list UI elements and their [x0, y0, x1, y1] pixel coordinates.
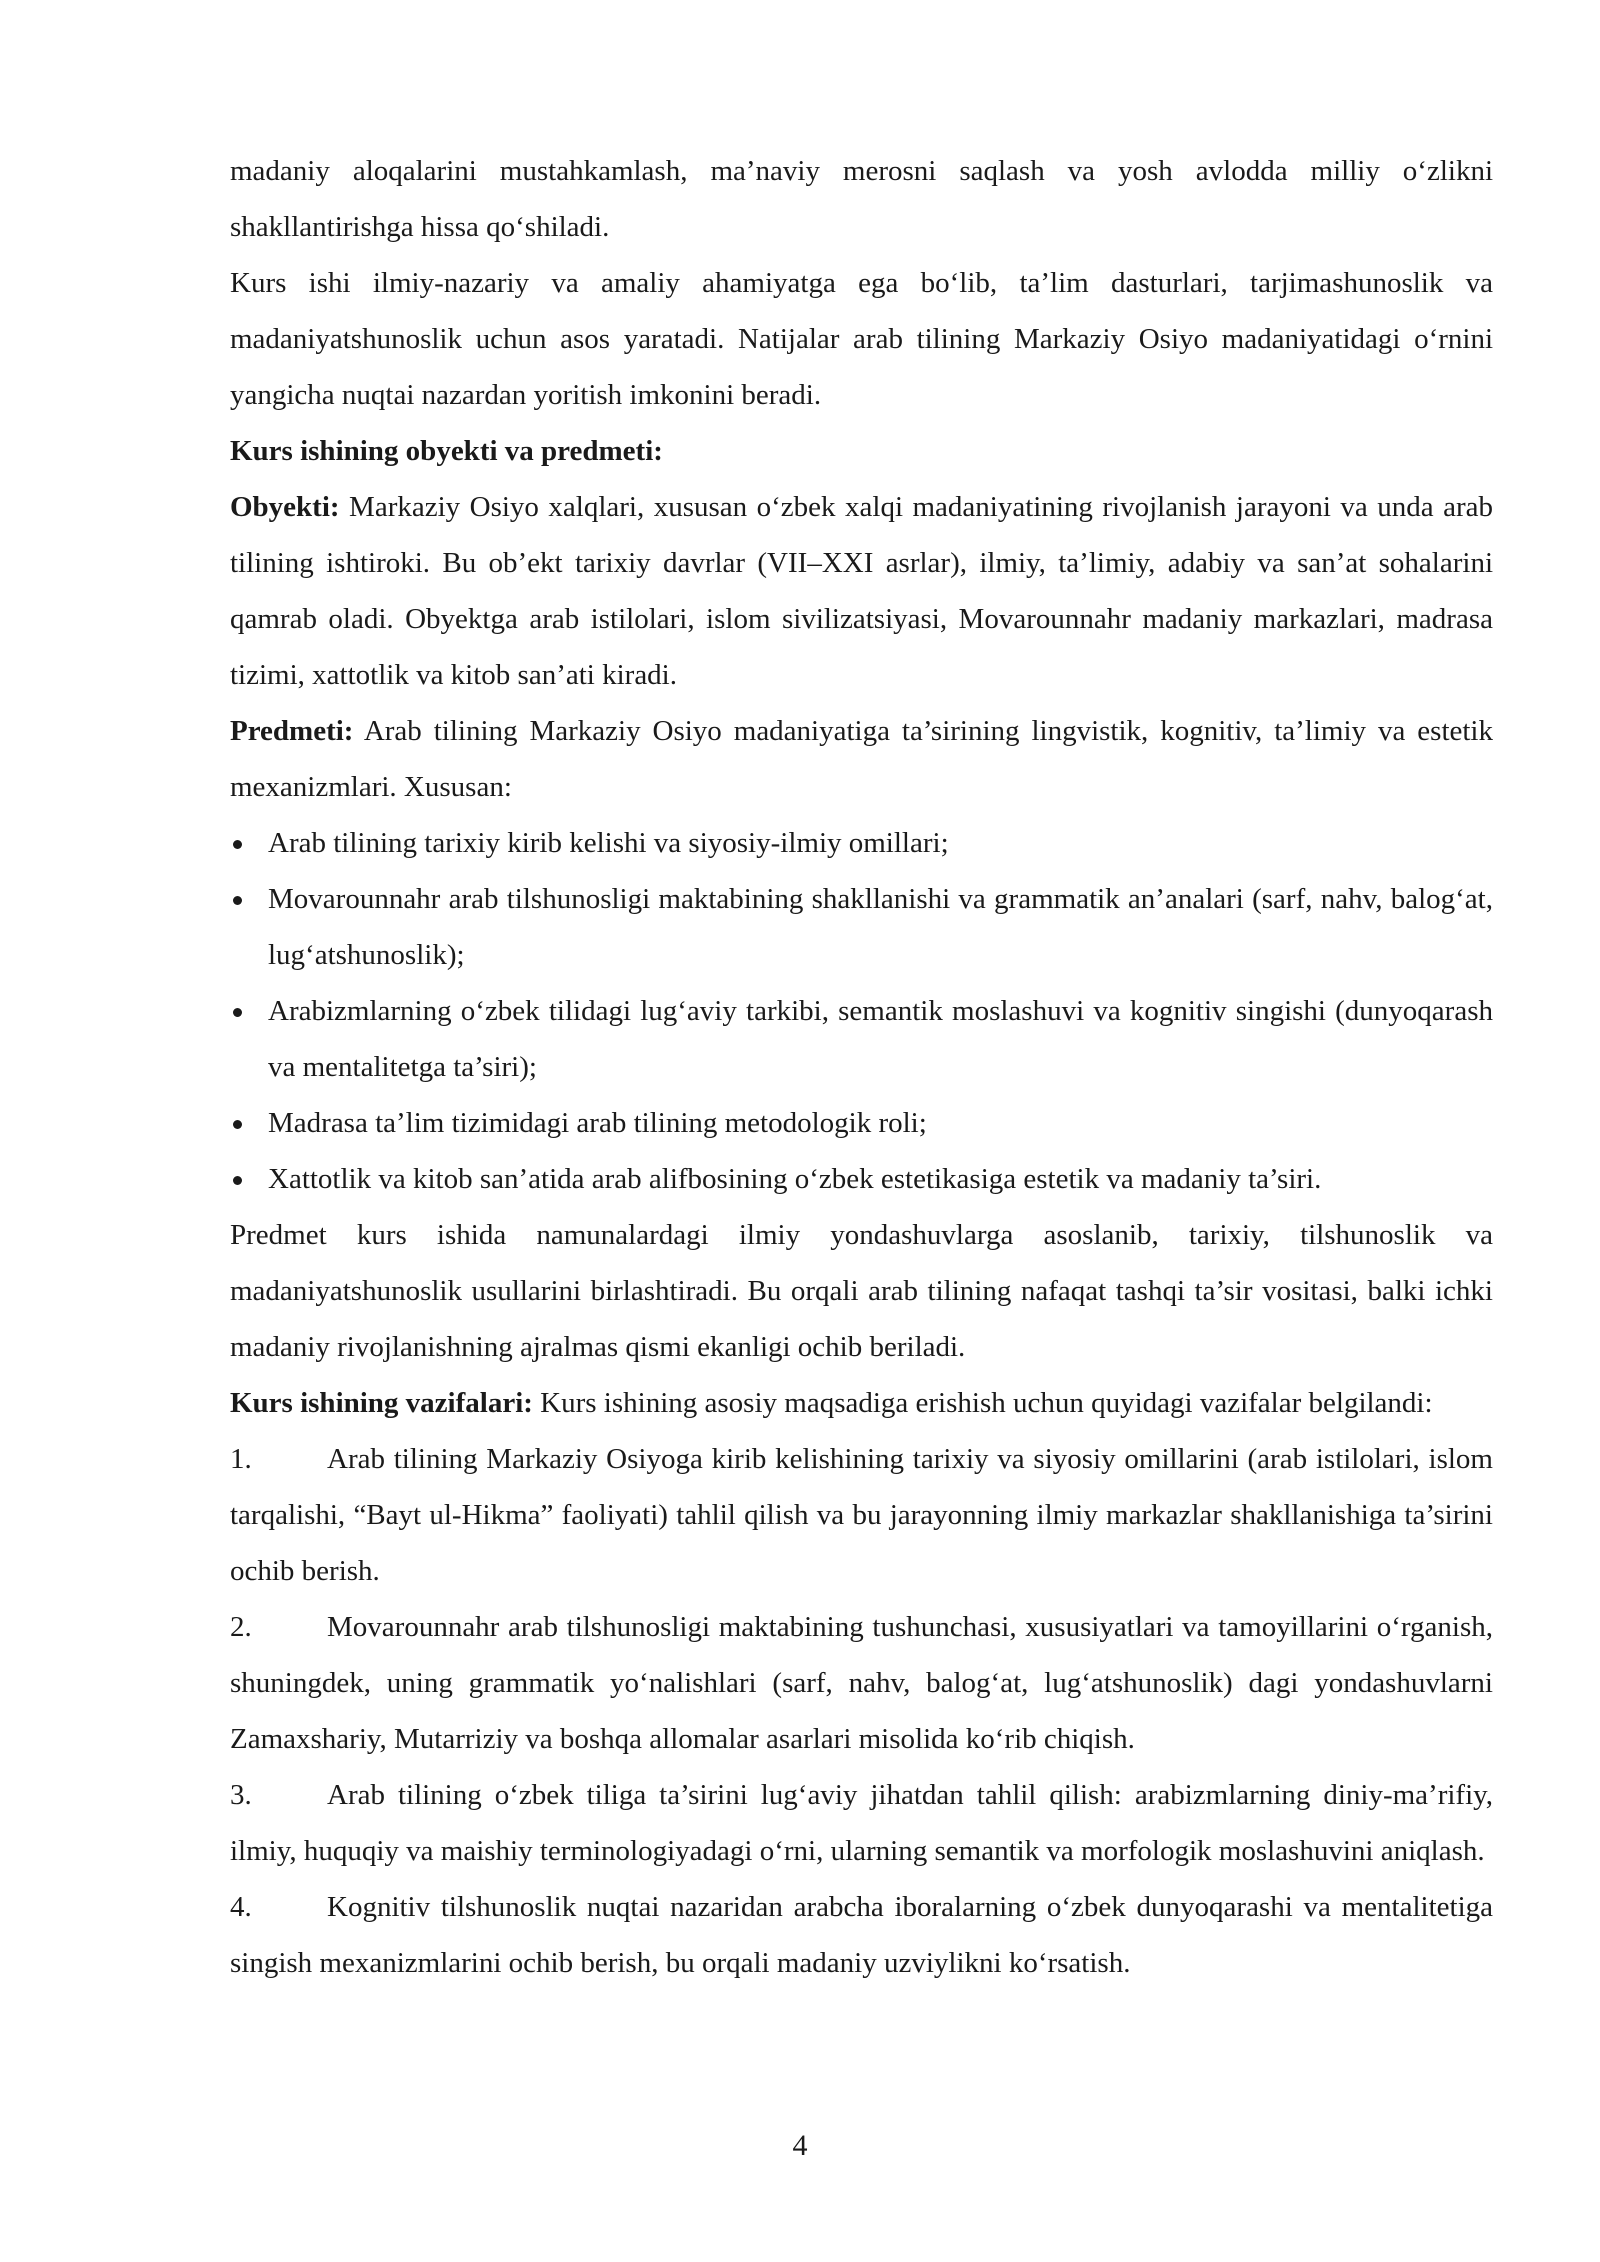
numbered-item	[230, 1599, 1493, 1767]
bullet-item: Arabizmlarning o‘zbek tilidagi lug‘aviy tarkibi, semantik moslashuvi va kognitiv singishi (dunyoqarash va mentalitetga ta’siri);	[230, 983, 1493, 1095]
page-number: 4	[792, 2129, 808, 2162]
subject-text: Arab tilining Markaziy Osiyo madaniyatiga ta’sirining lingvistik, kognitiv, ta’limiy va estetik mexanizmlari. Xususan:	[230, 715, 1493, 803]
paragraph-tasks-intro	[230, 1375, 1493, 1431]
tasks-intro-text: Kurs ishining asosiy maqsadiga erishish uchun quyidagi vazifalar belgilandi:	[532, 1387, 1433, 1419]
numbered-item	[230, 1431, 1493, 1599]
paragraph-object	[230, 479, 1493, 703]
paragraph-subject	[230, 703, 1493, 815]
object-text: Markaziy Osiyo xalqlari, xususan o‘zbek xalqi madaniyatining rivojlanish jarayoni va unda arab tilining ishtiroki. Bu ob’ekt tarixiy davrlar (VII–XXI asrlar), ilmiy, ta’limiy, adabiy va san’at sohalarini qamrab oladi. Obyektga arab istilolari, islom sivilizatsiyasi, Movarounnahr madaniy markazlari, madrasa tizimi, xattotlik va kitob san’ati kiradi.	[230, 491, 1493, 691]
paragraph-predmet: Predmet kurs ishida namunalardagi ilmiy yondashuvlarga asoslanib, tarixiy, tilshunoslik va madaniyatshunoslik usullarini birlashtiradi. Bu orqali arab tilining nafaqat tashqi ta’sir vositasi, balki ichki madaniy rivojlanishning ajralmas qismi ekanligi ochib beriladi.	[230, 1219, 1493, 1363]
item-text: Arab tilining o‘zbek tiliga ta’sirini lug‘aviy jihatdan tahlil qilish: arabizmlarning diniy-ma’rifiy, ilmiy, huquqiy va maishiy terminologiyadagi o‘rni, ularning semantik va morfologik moslashuvini aniqlash.	[230, 1779, 1493, 1867]
document-body	[230, 143, 1493, 1991]
paragraph-intro: madaniy aloqalarini mustahkamlash, ma’naviy merosni saqlash va yosh avlodda milliy o‘zlikni shakllantirishga hissa qo‘shiladi.	[230, 155, 1493, 243]
object-label: Obyekti:	[230, 491, 340, 523]
subject-label: Predmeti:	[230, 715, 354, 747]
item-text: Arab tilining Markaziy Osiyoga kirib kelishining tarixiy va siyosiy omillarini (arab istilolari, islom tarqalishi, “Bayt ul-Hikma” faoliyati) tahlil qilish va bu jarayonning ilmiy markazlar shakllanishiga ta’sirini ochib berish.	[230, 1443, 1493, 1587]
bullet-item: Arab tilining tarixiy kirib kelishi va siyosiy-ilmiy omillari;	[230, 815, 1493, 871]
paragraph-significance: Kurs ishi ilmiy-nazariy va amaliy ahamiyatga ega bo‘lib, ta’lim dasturlari, tarjimashunoslik va madaniyatshunoslik uchun asos yaratadi. Natijalar arab tilining Markaziy Osiyo madaniyatidagi o‘rnini yangicha nuqtai nazardan yoritish imkonini beradi.	[230, 267, 1493, 411]
tasks-label: Kurs ishining vazifalari:	[230, 1387, 533, 1419]
item-number: 3.	[230, 1779, 252, 1811]
subject-bullet-list	[230, 815, 1493, 1207]
bullet-item: Xattotlik va kitob san’atida arab alifbosining o‘zbek estetikasiga estetik va madaniy ta’siri.	[230, 1151, 1493, 1207]
numbered-item	[230, 1879, 1493, 1991]
item-number: 1.	[230, 1443, 252, 1475]
item-number: 4.	[230, 1891, 252, 1923]
bullet-item: Madrasa ta’lim tizimidagi arab tilining metodologik roli;	[230, 1095, 1493, 1151]
item-text: Kognitiv tilshunoslik nuqtai nazaridan arabcha iboralarning o‘zbek dunyoqarashi va mentalitetiga singish mexanizmlarini ochib berish, bu orqali madaniy uzviylikni ko‘rsatish.	[230, 1891, 1493, 1979]
item-text: Movarounnahr arab tilshunosligi maktabining tushunchasi, xususiyatlari va tamoyillarini o‘rganish, shuningdek, uning grammatik yo‘nalishlari (sarf, nahv, balog‘at, lug‘atshunoslik) dagi yondashuvlarni Zamaxshariy, Mutarriziy va boshqa allomalar asarlari misolida ko‘rib chiqish.	[230, 1611, 1493, 1755]
numbered-item	[230, 1767, 1493, 1879]
bullet-item: Movarounnahr arab tilshunosligi maktabining shakllanishi va grammatik an’analari (sarf, nahv, balog‘at, lug‘atshunoslik);	[230, 871, 1493, 983]
item-number: 2.	[230, 1611, 252, 1643]
section-heading-object-subject: Kurs ishining obyekti va predmeti:	[230, 435, 663, 467]
